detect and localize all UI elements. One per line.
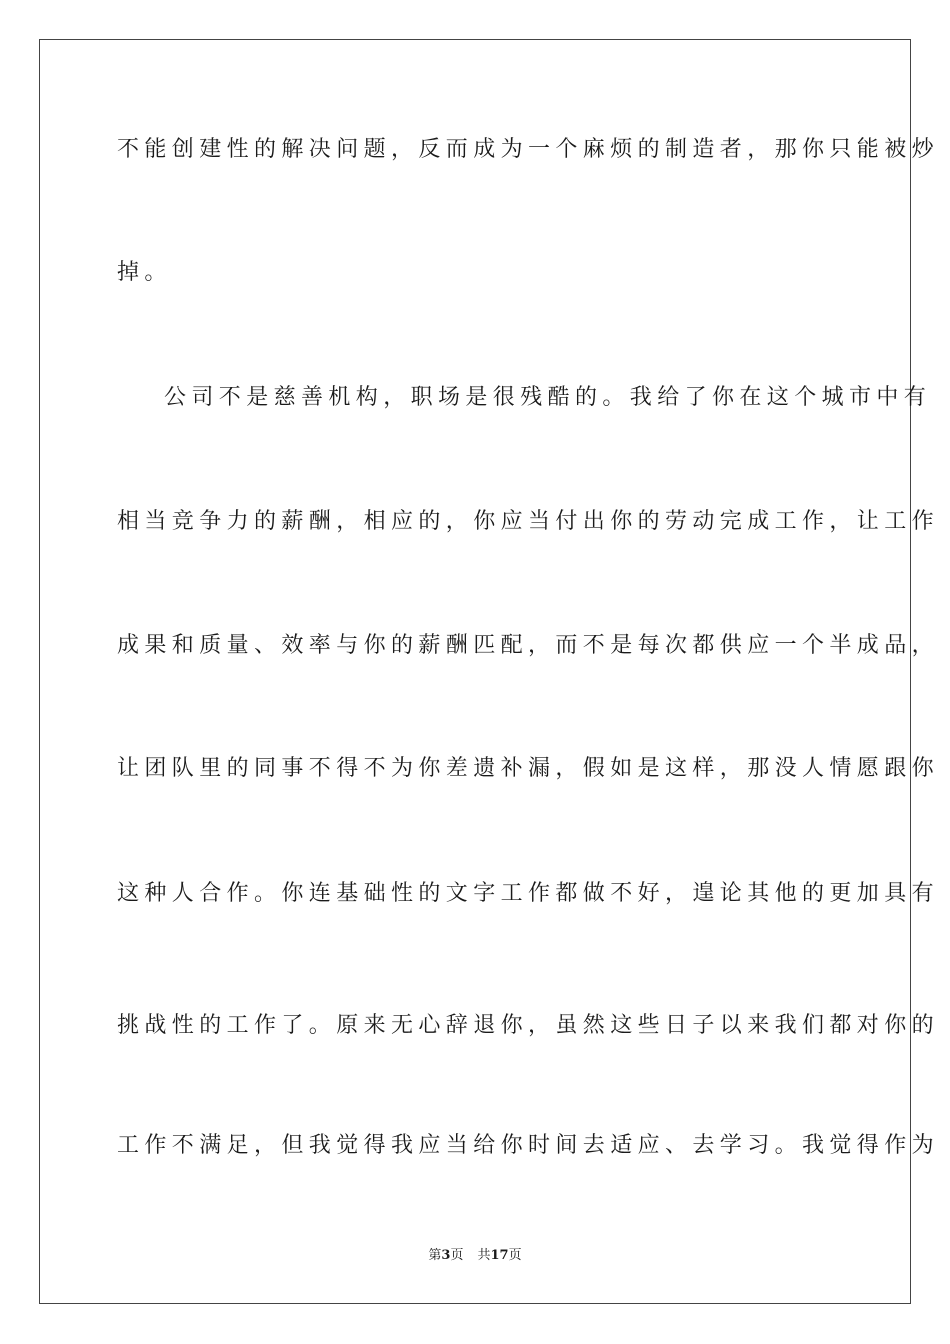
paragraph-line: 公司不是慈善机构，职场是很残酷的。我给了你在这个城市中有 [164, 385, 932, 410]
paragraph-line: 不能创建性的解决问题，反而成为一个麻烦的制造者，那你只能被炒 [117, 137, 940, 162]
paragraph-line: 这种人合作。你连基础性的文字工作都做不好，遑论其他的更加具有 [117, 881, 940, 906]
page-total: 17 [490, 1248, 509, 1263]
paragraph-line: 挑战性的工作了。原来无心辞退你，虽然这些日子以来我们都对你的 [117, 1013, 940, 1038]
page-suffix: 页 [450, 1248, 464, 1263]
paragraph-line: 成果和质量、效率与你的薪酬匹配，而不是每次都供应一个半成品， [117, 633, 940, 658]
page-border [39, 39, 940, 1304]
paragraph-line: 让团队里的同事不得不为你差遗补漏，假如是这样，那没人情愿跟你 [117, 756, 940, 781]
total-prefix: 共 [477, 1248, 491, 1263]
page-prefix: 第 [428, 1248, 442, 1263]
paragraph-line: 掉。 [117, 260, 172, 285]
paragraph-line: 相当竞争力的薪酬，相应的，你应当付出你的劳动完成工作，让工作 [117, 509, 940, 534]
page-footer [0, 1247, 950, 1265]
total-suffix: 页 [508, 1248, 522, 1263]
page-number: 3 [441, 1248, 451, 1263]
paragraph-line: 工作不满足，但我觉得我应当给你时间去适应、去学习。我觉得作为 [117, 1133, 940, 1158]
